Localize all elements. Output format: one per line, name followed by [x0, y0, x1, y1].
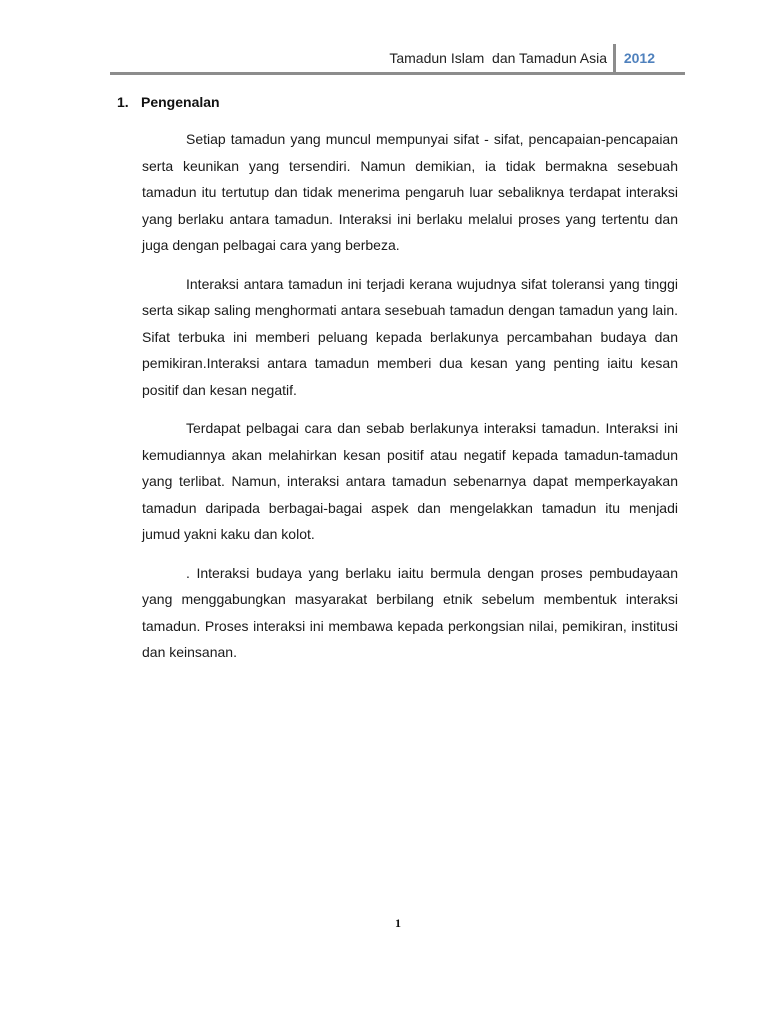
header-year: 2012 — [623, 50, 655, 66]
header-separator — [613, 44, 616, 74]
header-rule — [110, 72, 685, 75]
page-number: 1 — [395, 916, 401, 930]
page-header — [110, 44, 685, 74]
paragraph: . Interaksi budaya yang berlaku iaitu bermula dengan proses pembudayaan yang menggabungkan masyarakat berbilang etnik sebelum membentuk interaksi tamadun. Proses interaksi ini membawa kepada perkongsian nilai, pemikiran, institusi dan keinsanan. — [142, 564, 678, 660]
header-title: Tamadun Islam dan Tamadun Asia — [389, 50, 607, 66]
section-title: Pengenalan — [141, 94, 220, 110]
paragraph: Terdapat pelbagai cara dan sebab berlakunya interaksi tamadun. Interaksi ini kemudiannya akan melahirkan kesan positif atau negatif kepada tamadun-tamadun yang terlibat. Namun, interaksi antara tamadun sebenarnya dapat memperkayakan tamadun daripada berbagai-bagai aspek dan mengelakkan tamadun itu menjadi jumud yakni kaku dan kolot. — [142, 420, 678, 542]
paragraph: Setiap tamadun yang muncul mempunyai sifat - sifat, pencapaian-pencapaian serta keunikan yang tersendiri. Namun demikian, ia tidak bermakna sesebuah tamadun itu tertutup dan tidak menerima pengaruh luar sebaliknya terdapat interaksi yang berlaku antara tamadun. Interaksi ini berlaku melalui proses yang tertentu dan juga dengan pelbagai cara yang berbeza. — [142, 131, 678, 253]
section-number: 1. — [117, 94, 129, 110]
paragraph: Interaksi antara tamadun ini terjadi kerana wujudnya sifat toleransi yang tinggi serta sikap saling menghormati antara sesebuah tamadun dengan tamadun yang lain. Sifat terbuka ini memberi peluang kepada berlakunya percambahan budaya dan pemikiran.Interaksi antara tamadun memberi dua kesan yang penting iaitu kesan positif dan kesan negatif. — [142, 275, 678, 398]
body-content — [142, 126, 678, 678]
section-heading — [117, 94, 220, 110]
